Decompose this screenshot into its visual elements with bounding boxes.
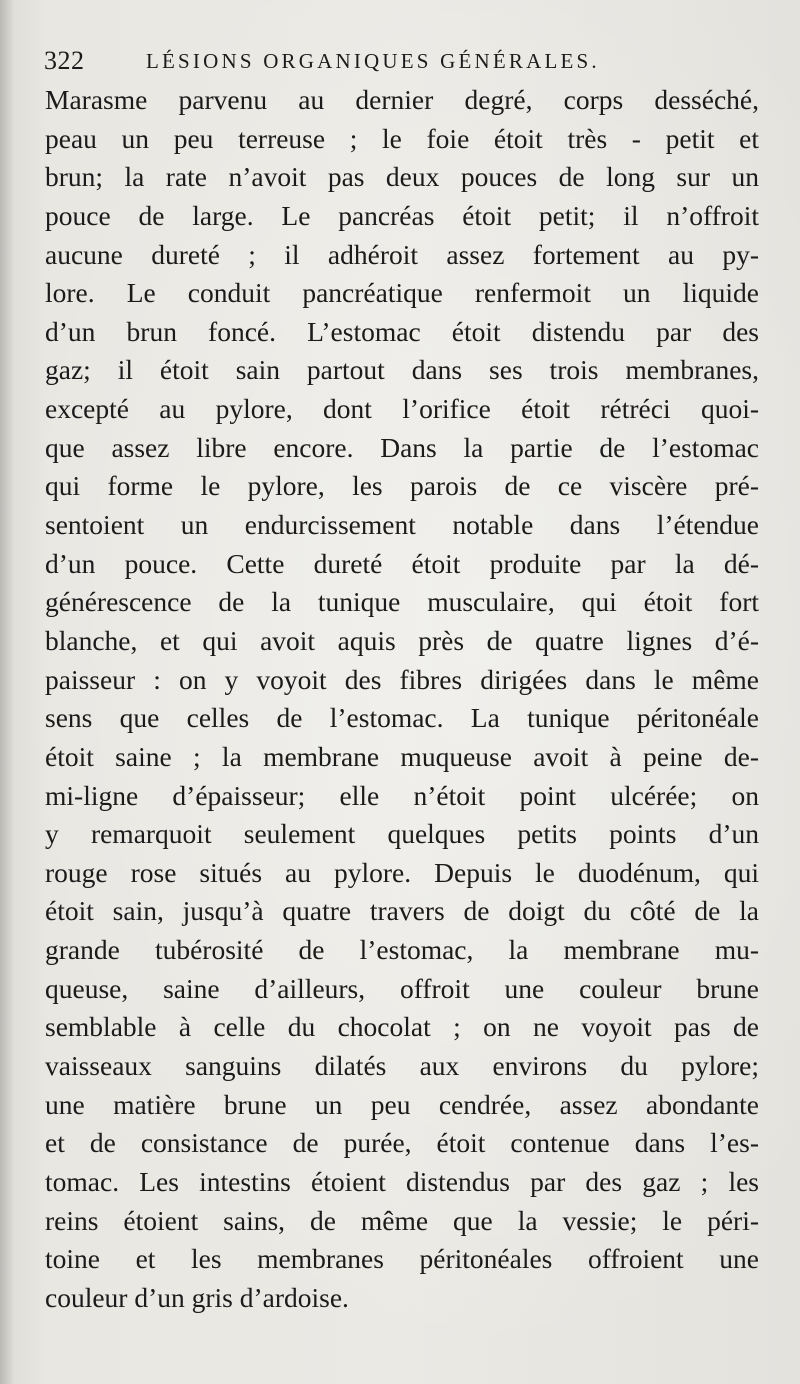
running-head: LÉSIONS ORGANIQUES GÉNÉRALES. [146, 49, 600, 73]
text-line: Marasme parvenu au dernier degré, corps desséché, [45, 84, 759, 115]
text-line: générescence de la tunique musculaire, qui étoit fort [45, 586, 759, 618]
text-line: sentoient un endurcissement notable dans l’étendue [45, 509, 759, 541]
text-line: d’un brun foncé. L’estomac étoit distendu par des [45, 315, 759, 347]
text-line: excepté au pylore, dont l’orifice étoit rétréci quoi- [45, 393, 759, 425]
page-gutter-shadow [0, 0, 14, 1384]
text-line: mi-ligne d’épaisseur; elle n’étoit point ulcérée; on [45, 779, 759, 811]
text-line: semblable à celle du chocolat ; on ne voyoit pas de [45, 1011, 759, 1043]
text-line: pouce de large. Le pancréas étoit petit; il n’offroit [45, 199, 759, 231]
page-number: 322 [44, 46, 85, 75]
text-line: vaisseaux sanguins dilatés aux environs du pylore; [45, 1050, 759, 1082]
text-line: aucune dureté ; il adhéroit assez fortement au py- [45, 238, 759, 270]
text-line: y remarquoit seulement quelques petits points d’un [45, 818, 759, 850]
text-line: rouge rose situés au pylore. Depuis le duodénum, qui [45, 856, 759, 888]
text-line: blanche, et qui avoit aquis près de quatre lignes d’é- [45, 624, 759, 656]
text-line: une matière brune un peu cendrée, assez abondante [45, 1088, 759, 1120]
body-text [45, 81, 759, 1318]
text-line: reins étoient sains, de même que la vessie; le péri- [45, 1204, 759, 1236]
text-line: queuse, saine d’ailleurs, offroit une couleur brune [45, 972, 759, 1004]
text-line: grande tubérosité de l’estomac, la membrane mu- [45, 934, 759, 966]
text-line: brun; la rate n’avoit pas deux pouces de long sur un [45, 161, 759, 193]
text-line: sens que celles de l’estomac. La tunique péritonéale [45, 702, 759, 734]
text-line: d’un pouce. Cette dureté étoit produite par la dé- [45, 547, 759, 579]
text-line: toine et les membranes péritonéales offroient une [45, 1243, 759, 1275]
text-line-last: couleur d’un gris d’ardoise. [45, 1281, 349, 1313]
text-line: gaz; il étoit sain partout dans ses trois membranes, [45, 354, 759, 386]
text-line: paisseur : on y voyoit des fibres dirigées dans le même [45, 663, 759, 695]
text-line: tomac. Les intestins étoient distendus par des gaz ; les [45, 1165, 759, 1197]
text-line: étoit sain, jusqu’à quatre travers de doigt du côté de la [45, 895, 759, 927]
text-line: qui forme le pylore, les parois de ce viscère pré- [45, 470, 759, 502]
text-line: lore. Le conduit pancréatique renfermoit un liquide [45, 277, 759, 309]
text-line: peau un peu terreuse ; le foie étoit très - petit et [45, 122, 759, 154]
page-header [44, 44, 760, 78]
text-line: étoit saine ; la membrane muqueuse avoit à peine de- [45, 740, 759, 772]
text-line: que assez libre encore. Dans la partie de l’estomac [45, 431, 759, 463]
text-line: et de consistance de purée, étoit contenue dans l’es- [45, 1127, 759, 1159]
